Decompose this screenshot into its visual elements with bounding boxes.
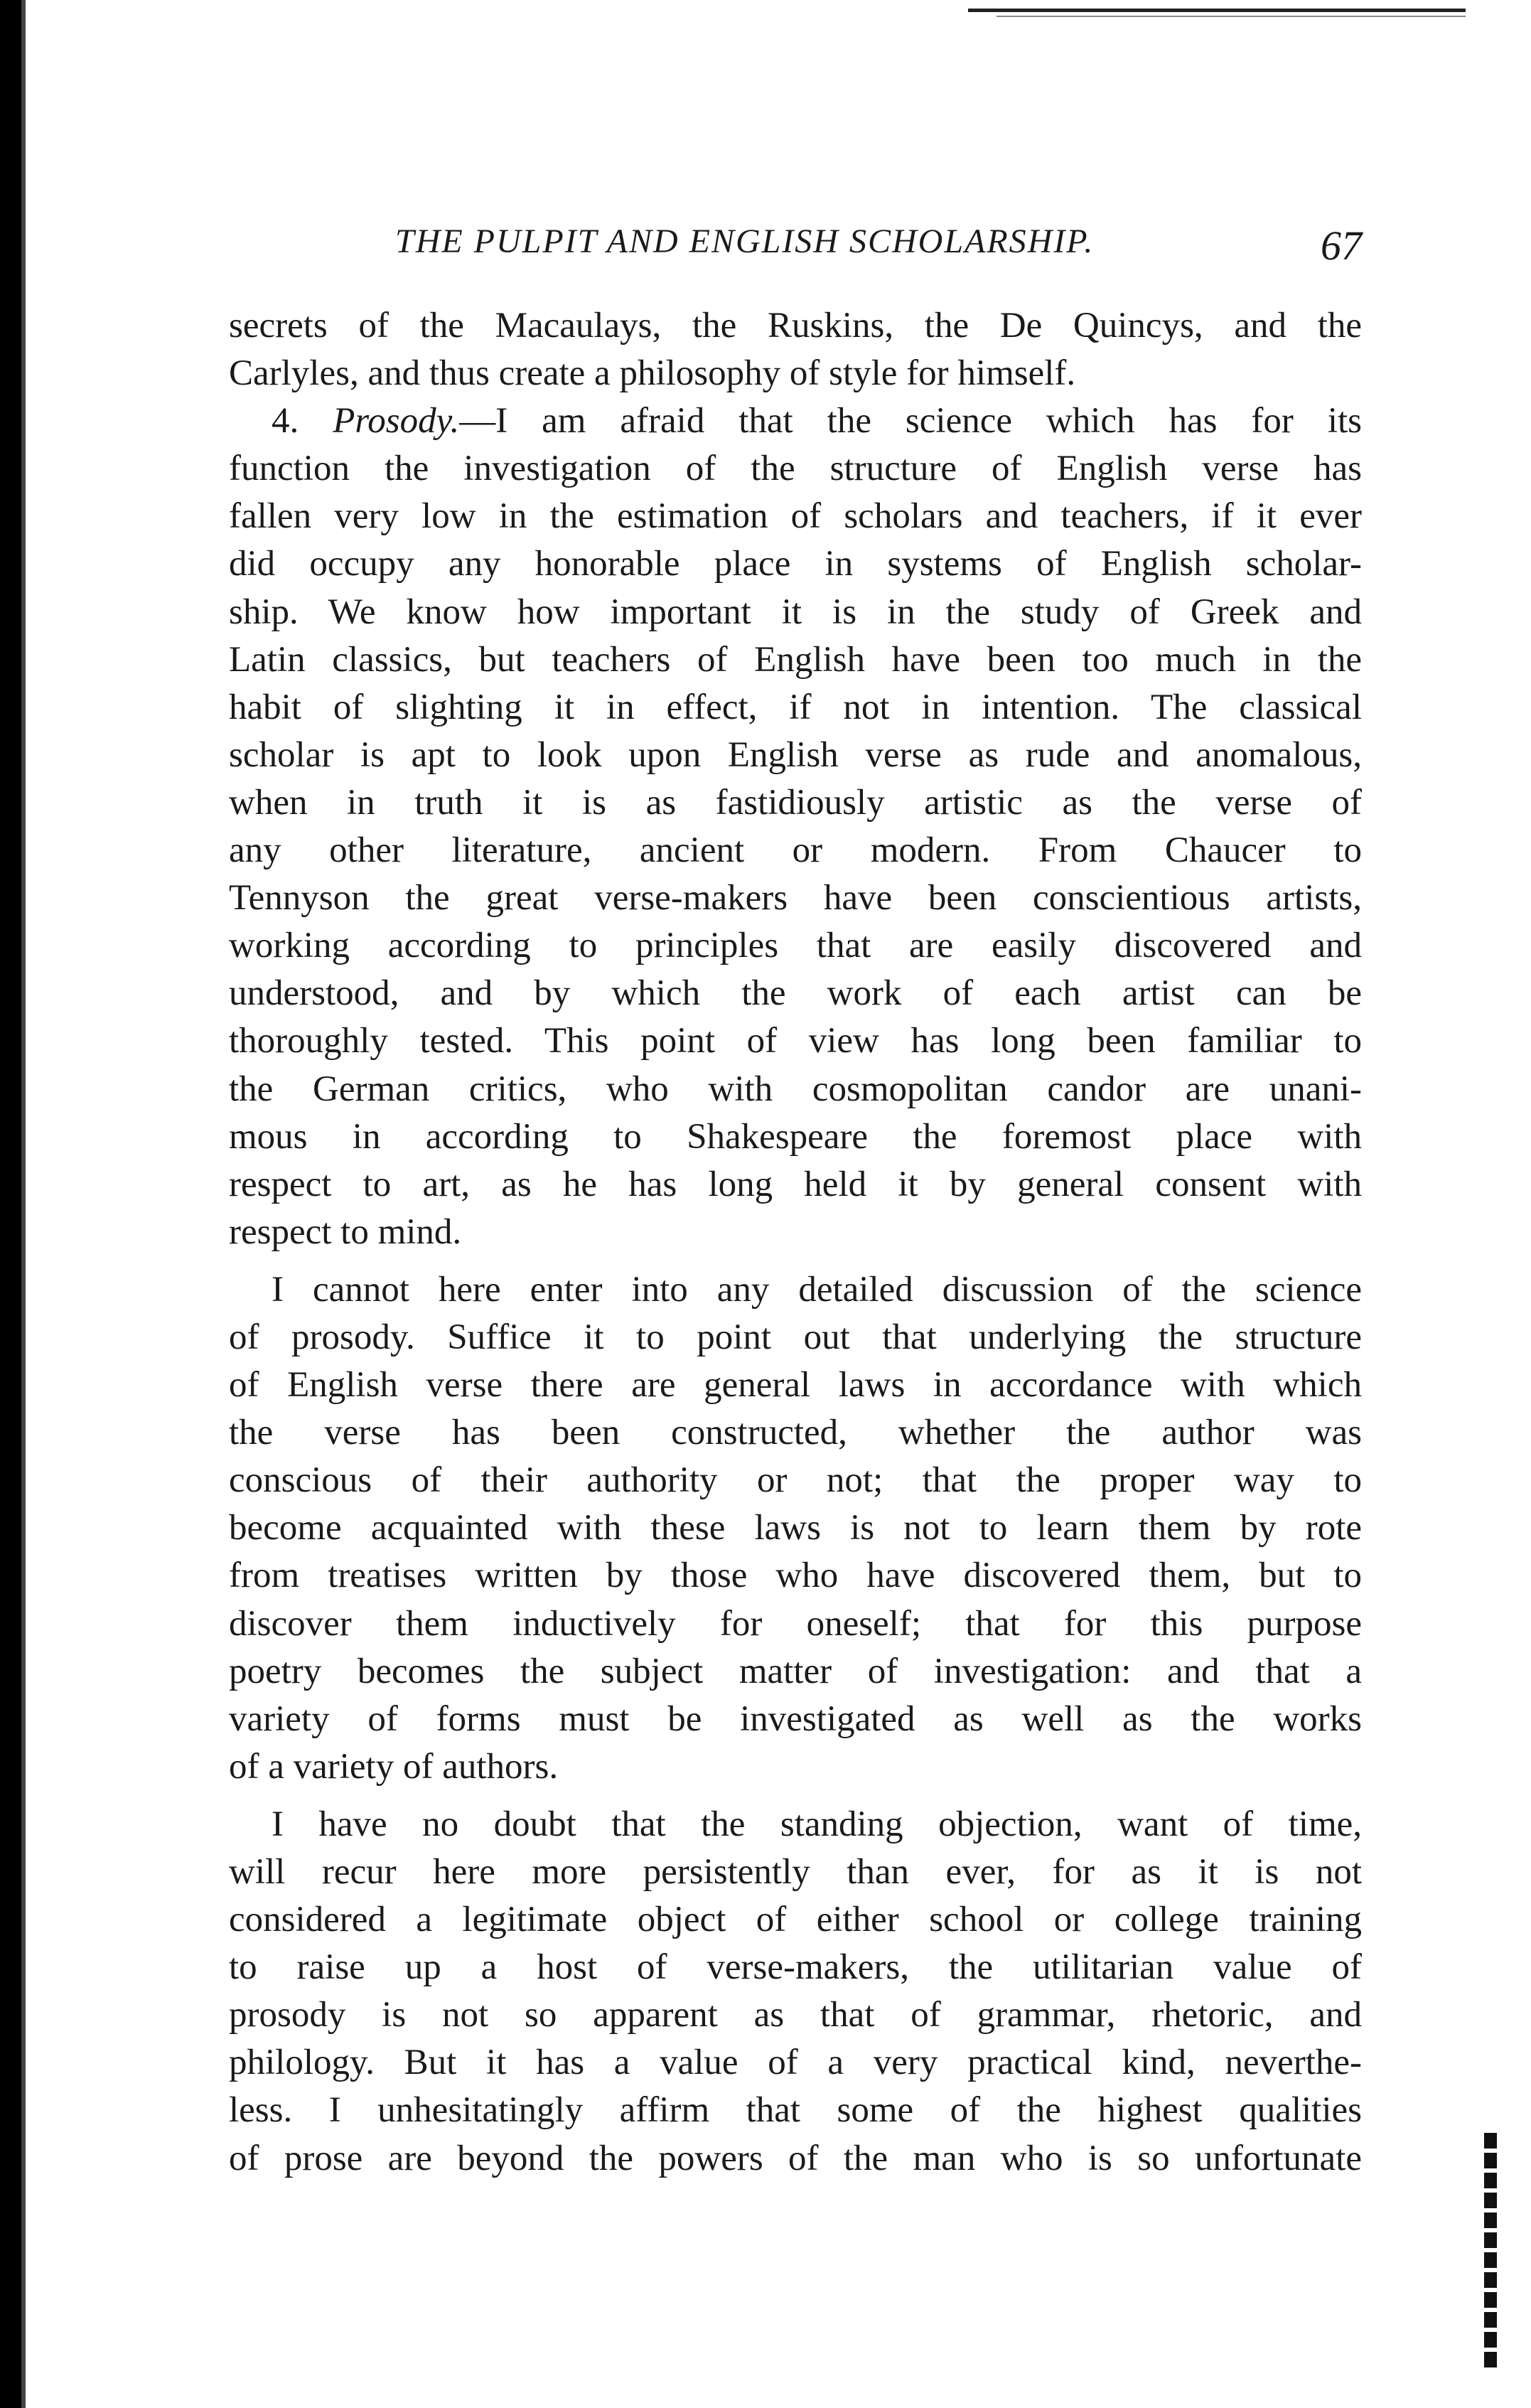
text-line: I cannot here enter into any detailed discussion of the science	[272, 1269, 1362, 1310]
text-line: thoroughly tested. This point of view has long been familiar to	[229, 1021, 1362, 1061]
text-line: fallen very low in the estimation of scholars and teachers, if it ever	[229, 496, 1362, 537]
text-line: of English verse there are general laws in accordance with which	[229, 1365, 1362, 1406]
text-line: Latin classics, but teachers of English have been too much in the	[229, 639, 1362, 680]
paragraph-gap	[229, 1256, 1362, 1266]
page-number: 67	[1321, 223, 1362, 269]
page-header	[395, 222, 1362, 279]
text-line: scholar is apt to look upon English verse as rude and anomalous,	[229, 734, 1362, 775]
text-line: discover them inductively for oneself; that for this purpose	[229, 1603, 1362, 1644]
text-line: habit of slighting it in effect, if not in intention. The classical	[229, 687, 1362, 727]
text-line: will recur here more persistently than ever, for as it is not	[229, 1852, 1362, 1892]
text-line: considered a legitimate object of either school or college training	[229, 1900, 1362, 1940]
scan-binding-edge	[0, 0, 26, 2408]
text-line-prosody-lead	[229, 397, 1362, 445]
text-line: mous in according to Shakespeare the foremost place with	[229, 1116, 1362, 1157]
body-text	[229, 302, 1362, 2183]
text-line: less. I unhesitatingly affirm that some of the highest qualities	[229, 2090, 1362, 2131]
text-line: the verse has been constructed, whether the author was	[229, 1413, 1362, 1453]
text-line: ship. We know how important it is in the study of Greek and	[229, 592, 1362, 632]
text-line: of prose are beyond the powers of the man who is so unfortunate	[229, 2138, 1362, 2178]
text-line: function the investigation of the structure of English verse has	[229, 449, 1362, 489]
text-line: understood, and by which the work of each artist can be	[229, 973, 1362, 1014]
text-line: when in truth it is as fastidiously artistic as the verse of	[229, 782, 1362, 823]
section-number: 4.	[272, 401, 299, 442]
text-line: did occupy any honorable place in systems of English scholar-	[229, 544, 1362, 584]
text-line: prosody is not so apparent as that of grammar, rhetoric, and	[229, 1995, 1362, 2035]
paragraph-gap	[229, 1791, 1362, 1801]
text-line: working according to principles that are easily discovered and	[229, 926, 1362, 966]
text-line: philology. But it has a value of a very practical kind, neverthe-	[229, 2043, 1362, 2083]
text-line: variety of forms must be investigated as well as the works	[229, 1698, 1362, 1739]
scan-library-stamp	[1484, 2133, 1497, 2367]
scan-top-rule	[968, 9, 1466, 12]
section-title: Prosody.	[333, 401, 460, 442]
text-line: to raise up a host of verse-makers, the utilitarian value of	[229, 1947, 1362, 1988]
text-line: respect to art, as he has long held it by general consent with	[229, 1164, 1362, 1204]
text-line: of prosody. Suffice it to point out that underlying the structure	[229, 1317, 1362, 1357]
text-line: the German critics, who with cosmopolitan candor are unani-	[229, 1069, 1362, 1109]
text-line: respect to mind.	[229, 1211, 462, 1252]
text-line: from treatises written by those who have discovered them, but to	[229, 1556, 1362, 1596]
text-fragment: —I am afraid that the science which has for its	[459, 401, 1363, 442]
text-line: conscious of their authority or not; that the proper way to	[229, 1460, 1362, 1501]
running-title: THE PULPIT AND ENGLISH SCHOLARSHIP.	[395, 223, 1095, 260]
text-line: Carlyles, and thus create a philosophy of style for himself.	[229, 353, 1076, 394]
text-line: poetry becomes the subject matter of investigation: and that a	[229, 1651, 1362, 1691]
text-line: Tennyson the great verse-makers have been conscientious artists,	[229, 878, 1362, 919]
text-line: any other literature, ancient or modern. From Chaucer to	[229, 830, 1362, 871]
text-line: secrets of the Macaulays, the Ruskins, the De Quincys, and the	[229, 306, 1362, 346]
text-line: become acquainted with these laws is not to learn them by rote	[229, 1508, 1362, 1548]
text-line: of a variety of authors.	[229, 1746, 559, 1787]
text-line: I have no doubt that the standing objection, want of time,	[272, 1804, 1362, 1844]
scan-top-rule-faint	[997, 16, 1466, 17]
